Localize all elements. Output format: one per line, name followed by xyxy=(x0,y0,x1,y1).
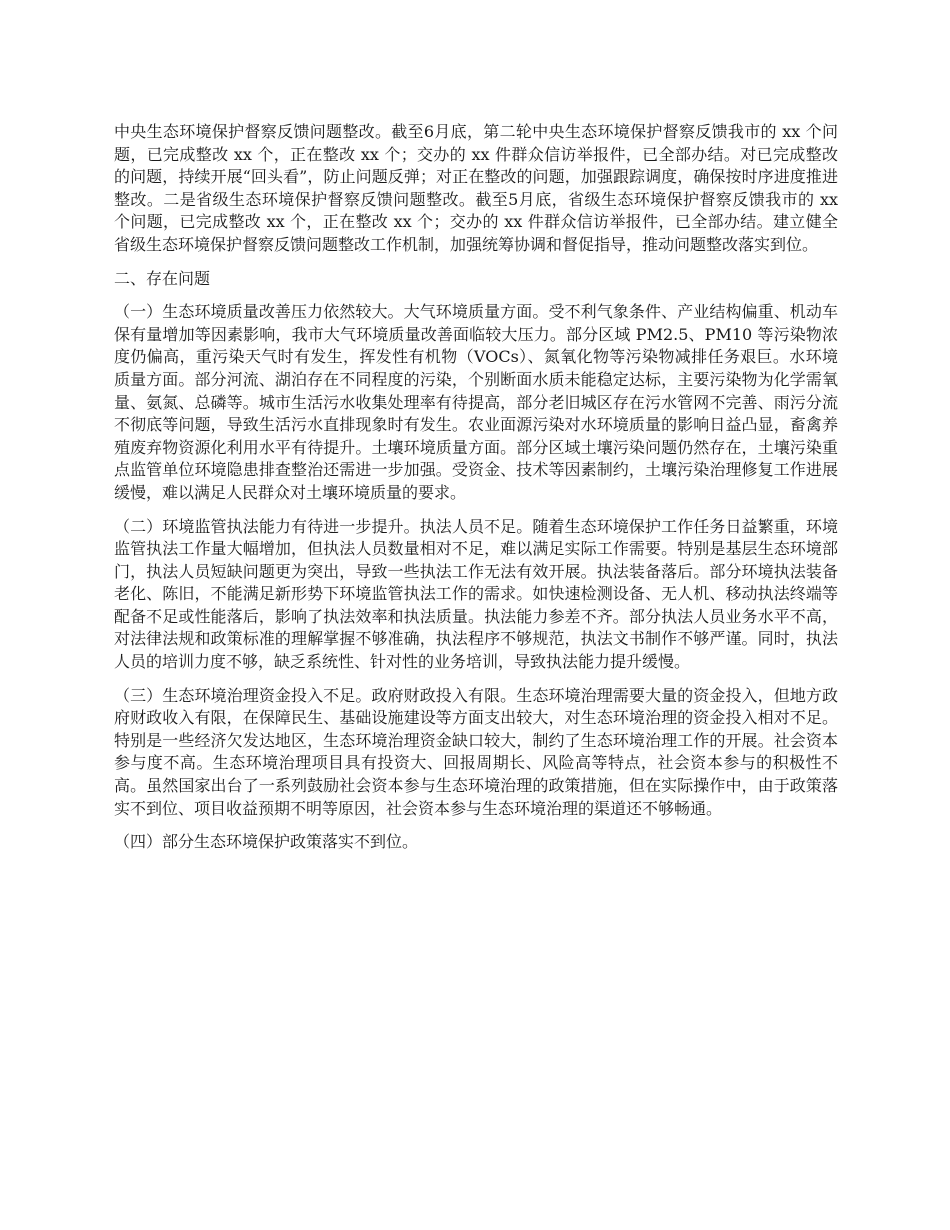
paragraph-inspection-rectification: 中央生态环境保护督察反馈问题整改。截至6月底，第二轮中央生态环境保护督察反馈我市的 xx 个问题，已完成整改 xx 个，正在整改 xx 个；交办的 xx 件群众信访举报件，已全部办结。对已完成整改的问题，持续开展“回头看”，防止问题反弹；对正在整改的问题，加强跟踪调度，确保按时序进度推进整改。二是省级生态环境保护督察反馈问题整改。截至5月底，省级生态环境保护督察反馈我市的 xx 个问题，已完成整改 xx 个，正在整改 xx 个；交办的 xx 件群众信访举报件，已全部办结。建立健全省级生态环境保护督察反馈问题整改工作机制，加强统筹协调和督促指导，推动问题整改落实到位。 xyxy=(114,122,838,254)
paragraph-funding-shortfall: （三）生态环境治理资金投入不足。政府财政投入有限。生态环境治理需要大量的资金投入，但地方政府财政收入有限，在保障民生、基础设施建设等方面支出较大，对生态环境治理的资金投入相对不足。特别是一些经济欠发达地区，生态环境治理资金缺口较大，制约了生态环境治理工作的开展。社会资本参与度不高。生态环境治理项目具有投资大、回报周期长、风险高等特点，社会资本参与的积极性不高。虽然国家出台了一系列鼓励社会资本参与生态环境治理的政策措施，但在实际操作中，由于政策落实不到位、项目收益预期不明等原因，社会资本参与生态环境治理的渠道还不够畅通。 xyxy=(114,685,838,818)
section-heading-existing-problems: 二、存在问题 xyxy=(114,268,211,288)
paragraph-policy-implementation: （四）部分生态环境保护政策落实不到位。 xyxy=(114,832,419,852)
paragraph-environment-quality-pressure: （一）生态环境质量改善压力依然较大。大气环境质量方面。受不利气象条件、产业结构偏重、机动车保有量增加等因素影响，我市大气环境质量改善面临较大压力。部分区域 PM2.5、PM10 等污染物浓度仍偏高，重污染天气时有发生，挥发性有机物（VOCs）、氮氧化物等污染物减排任务艰巨。水环境质量方面。部分河流、湖泊存在不同程度的污染，个别断面水质未能稳定达标，主要污染物为化学需氧量、氨氮、总磷等。城市生活污水收集处理率有待提高，部分老旧城区存在污水管网不完善、雨污分流不彻底等问题，导致生活污水直排现象时有发生。农业面源污染对水环境质量的影响日益凸显，畜禽养殖废弃物资源化利用水平有待提升。土壤环境质量方面。部分区域土壤污染问题仍然存在，土壤污染重点监管单位环境隐患排查整治还需进一步加强。受资金、技术等因素制约，土壤污染治理修复工作进展缓慢，难以满足人民群众对土壤环境质量的要求。 xyxy=(114,302,838,502)
paragraph-enforcement-capacity: （二）环境监管执法能力有待进一步提升。执法人员不足。随着生态环境保护工作任务日益繁重，环境监管执法工作量大幅增加，但执法人员数量相对不足，难以满足实际工作需要。特别是基层生态环境部门，执法人员短缺问题更为突出，导致一些执法工作无法有效开展。执法装备落后。部分环境执法装备老化、陈旧，不能满足新形势下环境监管执法工作的需求。如快速检测设备、无人机、移动执法终端等配备不足或性能落后，影响了执法效率和执法质量。执法能力参差不齐。部分执法人员业务水平不高，对法律法规和政策标准的理解掌握不够准确，执法程序不够规范，执法文书制作不够严谨。同时，执法人员的培训力度不够，缺乏系统性、针对性的业务培训，导致执法能力提升缓慢。 xyxy=(114,516,838,672)
document-body xyxy=(114,121,838,865)
